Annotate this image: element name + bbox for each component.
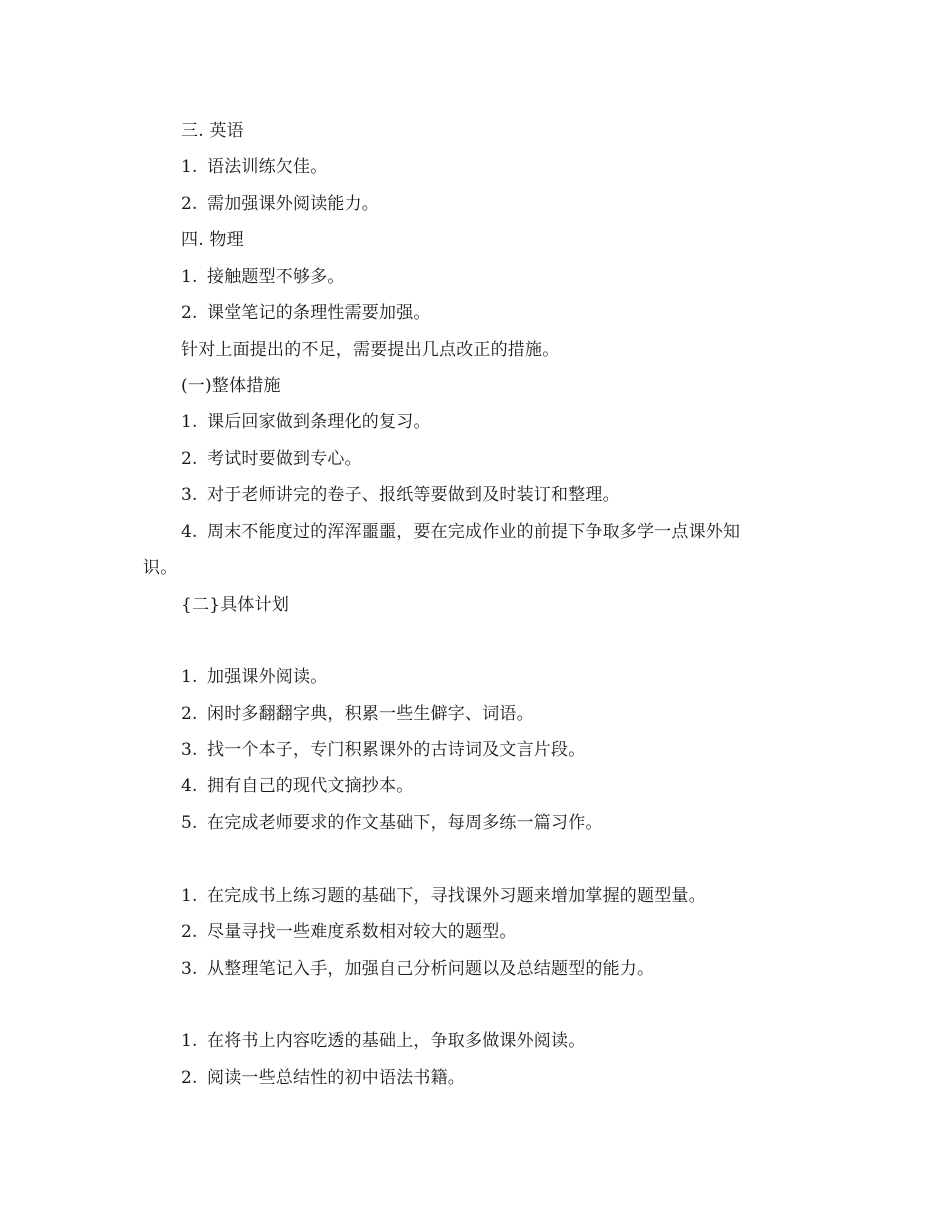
list-item [181, 157, 327, 177]
list-text: 在将书上内容吃透的基础上，争取多做课外阅读。 [207, 1031, 586, 1051]
list-number: 2. [181, 303, 198, 323]
list-number: 3. [181, 740, 198, 760]
list-text: 语法训练欠佳。 [207, 157, 328, 177]
list-text: 课堂笔记的条理性需要加强。 [207, 303, 431, 323]
list-item [181, 704, 534, 724]
list-number: 1. [181, 1031, 198, 1051]
list-text: 加强课外阅读。 [207, 667, 328, 687]
list-number: 2. [181, 704, 198, 724]
list-item [181, 267, 345, 287]
section-heading-physics: 四. 物理 [181, 230, 244, 250]
list-text: 从整理笔记入手，加强自己分析问题以及总结题型的能力。 [207, 959, 655, 979]
list-number: 1. [181, 667, 198, 687]
list-text: 拥有自己的现代文摘抄本。 [207, 776, 414, 796]
list-text: 对于老师讲完的卷子、报纸等要做到及时装订和整理。 [207, 485, 620, 505]
section-heading-english: 三. 英语 [181, 121, 244, 141]
list-item-continuation: 识。 [143, 558, 178, 578]
list-item [181, 194, 379, 214]
list-item [181, 412, 431, 432]
list-item [181, 922, 517, 942]
list-item [181, 776, 413, 796]
list-item [181, 886, 706, 906]
list-text: 需加强课外阅读能力。 [207, 194, 379, 214]
list-number: 2. [181, 194, 198, 214]
list-item [181, 303, 431, 323]
section-heading-overall: (一)整体措施 [181, 376, 281, 396]
list-item [181, 522, 740, 542]
list-text: 找一个本子，专门积累课外的古诗词及文言片段。 [207, 740, 586, 760]
list-number: 1. [181, 157, 198, 177]
list-number: 2. [181, 1068, 198, 1088]
list-text: 接触题型不够多。 [207, 267, 345, 287]
list-text: 周末不能度过的浑浑噩噩，要在完成作业的前提下争取多学一点课外知 [207, 522, 741, 542]
list-text: 闲时多翻翻字典，积累一些生僻字、词语。 [207, 704, 534, 724]
list-item [181, 959, 654, 979]
list-number: 2. [181, 449, 198, 469]
list-item [181, 1068, 465, 1088]
list-number: 1. [181, 267, 198, 287]
list-number: 1. [181, 412, 198, 432]
section-heading-specific: {二}具体计划 [181, 595, 290, 615]
list-text: 课后回家做到条理化的复习。 [207, 412, 431, 432]
list-item [181, 813, 603, 833]
list-number: 5. [181, 813, 198, 833]
list-text: 在完成书上练习题的基础下，寻找课外习题来增加掌握的题型量。 [207, 886, 706, 906]
list-item [181, 667, 327, 687]
list-item [181, 740, 585, 760]
list-text: 阅读一些总结性的初中语法书籍。 [207, 1068, 465, 1088]
list-text: 考试时要做到专心。 [207, 449, 362, 469]
list-text: 尽量寻找一些难度系数相对较大的题型。 [207, 922, 517, 942]
list-number: 4. [181, 522, 198, 542]
list-number: 3. [181, 959, 198, 979]
list-number: 2. [181, 922, 198, 942]
list-number: 1. [181, 886, 198, 906]
list-number: 3. [181, 485, 198, 505]
list-item [181, 485, 620, 505]
list-number: 4. [181, 776, 198, 796]
list-text: 在完成老师要求的作文基础下，每周多练一篇习作。 [207, 813, 603, 833]
list-item [181, 1031, 585, 1051]
list-item [181, 449, 362, 469]
intro-paragraph: 针对上面提出的不足，需要提出几点改正的措施。 [181, 340, 560, 360]
